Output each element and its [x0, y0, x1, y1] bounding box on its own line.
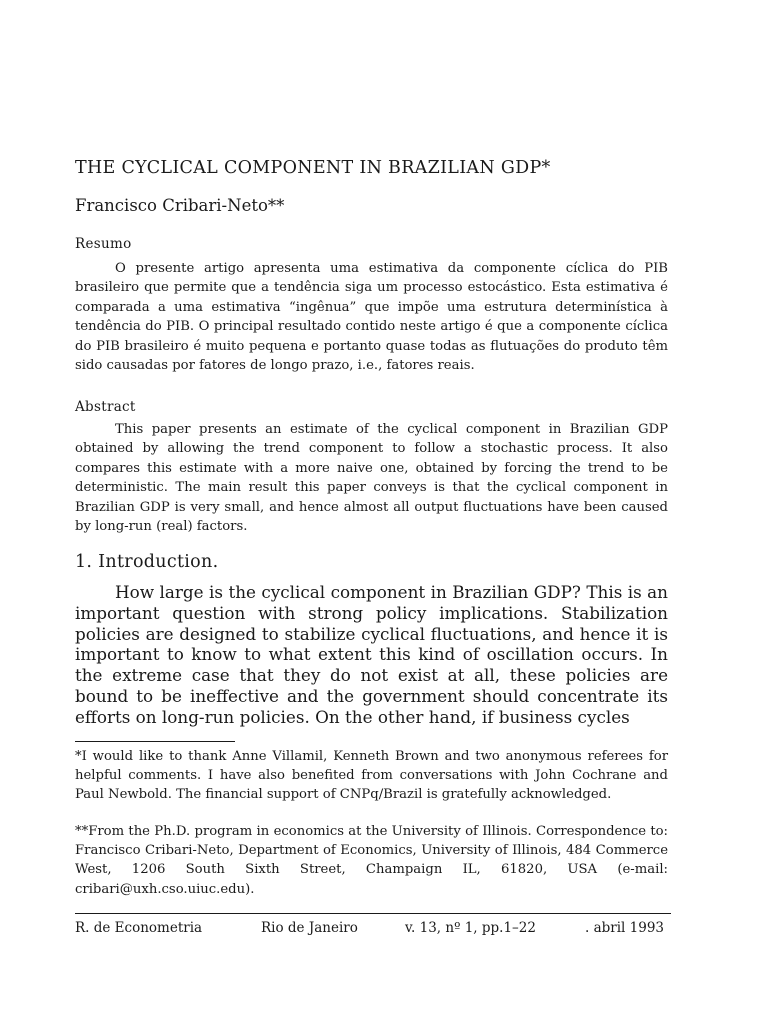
- footer-volume: v. 13, nº 1, pp.1–22: [405, 920, 536, 936]
- abstract-text: This paper presents an estimate of the cyclical component in Brazilian GDP obtained by allowing the trend component to follow a stochastic process. It also compares this estimate with a more naive one, obtained by forcing the trend to be deterministic. The main result this paper conveys is that the cyclical component in Brazilian GDP is very small, and hence almost all output fluctuations have been caused by long-run (real) factors.: [75, 422, 668, 535]
- author-name: Francisco Cribari-Neto**: [75, 196, 285, 215]
- introduction-text: How large is the cyclical component in Brazilian GDP? This is an important question with strong policy implications. Stabilization policies are designed to stabilize cyclical fluctuations, and hence it is important to know to what extent this kind of oscillation occurs. In the extreme case that they do not exist at all, these policies are bound to be ineffective and the government should concentrate its efforts on long-run policies. On the other hand, if business cycles: [75, 582, 668, 727]
- footnote-correspondence: **From the Ph.D. program in economics at the University of Illinois. Correspondence to: Francisco Cribari-Neto, Department of Economics, University of Illinois, 484 Commerce West, 1206 South Sixth Street, Champaign IL, 61820, USA (e-mail: cribari@uxh.cso.uiuc.edu).: [75, 824, 668, 897]
- footer-date: . abril 1993: [585, 920, 665, 936]
- resumo-heading: Resumo: [75, 236, 132, 252]
- abstract-heading: Abstract: [75, 399, 136, 415]
- resumo-text: O presente artigo apresenta uma estimativa da componente cíclica do PIB brasileiro que permite que a tendência siga um processo estocástico. Esta estimativa é comparada a uma estimativa “ingênua” que impõe uma estrutura determinística à tendência do PIB. O principal resultado contido neste artigo é que a componente cíclica do PIB brasileiro é muito pequena e portanto quase todas as flutuações do produto têm sido causadas por fatores de longo prazo, i.e., fatores reais.: [75, 261, 668, 374]
- footer-divider: [75, 913, 671, 914]
- paper-title: THE CYCLICAL COMPONENT IN BRAZILIAN GDP*: [75, 158, 551, 178]
- footnote-divider: [75, 741, 235, 742]
- introduction-heading: 1. Introduction.: [75, 552, 219, 572]
- footer-city: Rio de Janeiro: [261, 920, 358, 936]
- footnote-acknowledgements: *I would like to thank Anne Villamil, Kenneth Brown and two anonymous referees for helpful comments. I have also benefited from conversations with John Cochrane and Paul Newbold. The financial support of CNPq/Brazil is gratefully acknowledged.: [75, 749, 668, 803]
- footer-journal: R. de Econometria: [75, 920, 203, 936]
